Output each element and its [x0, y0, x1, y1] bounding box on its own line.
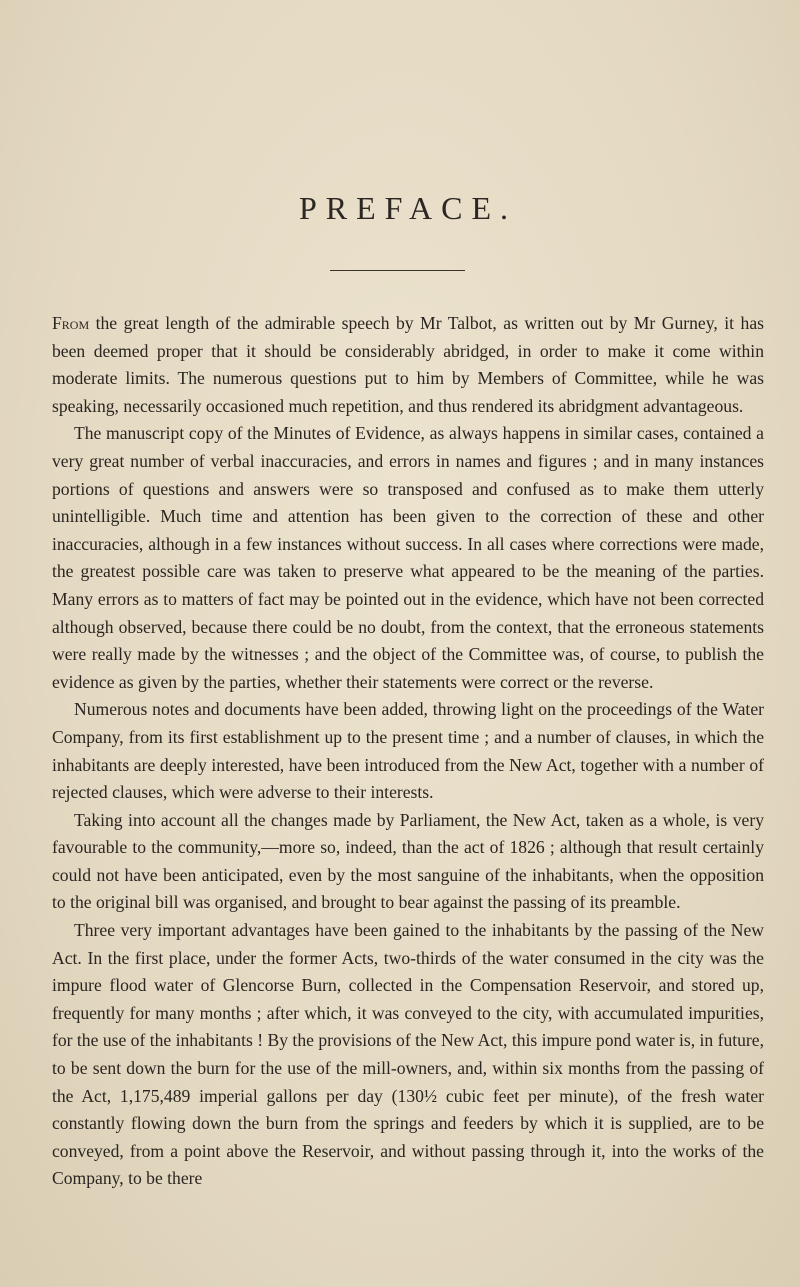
preface-body	[52, 310, 764, 1193]
paragraph-2: The manuscript copy of the Minutes of Evidence, as always happens in similar cases, contained a very great number of verbal inaccuracies, and errors in names and figures ; and in many instances portions of questions and answers were so transposed and confused as to make them utterly unintelligible. Much time and attention has been given to the correction of these and other inaccuracies, although in a few instances without success. In all cases where corrections were made, the greatest possible care was taken to preserve what appeared to be the meaning of the parties. Many errors as to matters of fact may be pointed out in the evidence, which have not been corrected although observed, because there could be no doubt, from the context, that the erroneous statements were really made by the witnesses ; and the object of the Committee was, of course, to publish the evidence as given by the parties, whether their statements were correct or the reverse.	[52, 423, 764, 692]
paragraph-4: Taking into account all the changes made by Parliament, the New Act, taken as a whole, is very favourable to the community,—more so, indeed, than the act of 1826 ; although that result certainly could not have been anticipated, even by the most sanguine of the inhabitants, when the opposition to the original bill was organised, and brought to bear against the passing of its preamble.	[52, 809, 764, 913]
page-title: PREFACE.	[298, 190, 518, 226]
title-rule	[330, 270, 465, 271]
paragraph-text: the great length of the admirable speech by Mr Talbot, as written out by Mr Gurney, it has been deemed proper that it should be considerably abridged, in order to make it come within moderate limits. The numerous questions put to him by Members of Committee, while he was speaking, necessarily occasioned much repetition, and thus rendered its abridgment advantageous.	[52, 313, 764, 416]
paragraph-5: Three very important advantages have been gained to the inhabitants by the passing of the New Act. In the first place, under the former Acts, two-thirds of the water consumed in the city was the impure flood water of Glencorse Burn, collected in the Compensation Reservoir, and stored up, frequently for many months ; after which, it was conveyed to the city, with accumulated impurities, for the use of the inhabitants ! By the provisions of the New Act, this impure pond water is, in future, to be sent down the burn for the use of the mill-owners, and, within six months from the passing of the Act, 1,175,489 imperial gallons per day (130½ cubic feet per minute), of the fresh water constantly flowing down the burn from the springs and feeders by which it is supplied, are to be conveyed, from a point above the Reservoir, and without passing through it, into the works of the Company, to be there	[52, 920, 764, 1189]
paragraph-1	[52, 310, 764, 420]
paragraph-lead: From	[52, 313, 90, 333]
paragraph-3: Numerous notes and documents have been added, throwing light on the proceedings of the Water Company, from its first establishment up to the present time ; and a number of clauses, in which the inhabitants are deeply interested, have been introduced from the New Act, together with a number of rejected clauses, which were adverse to their interests.	[52, 699, 764, 803]
page	[52, 0, 764, 1287]
